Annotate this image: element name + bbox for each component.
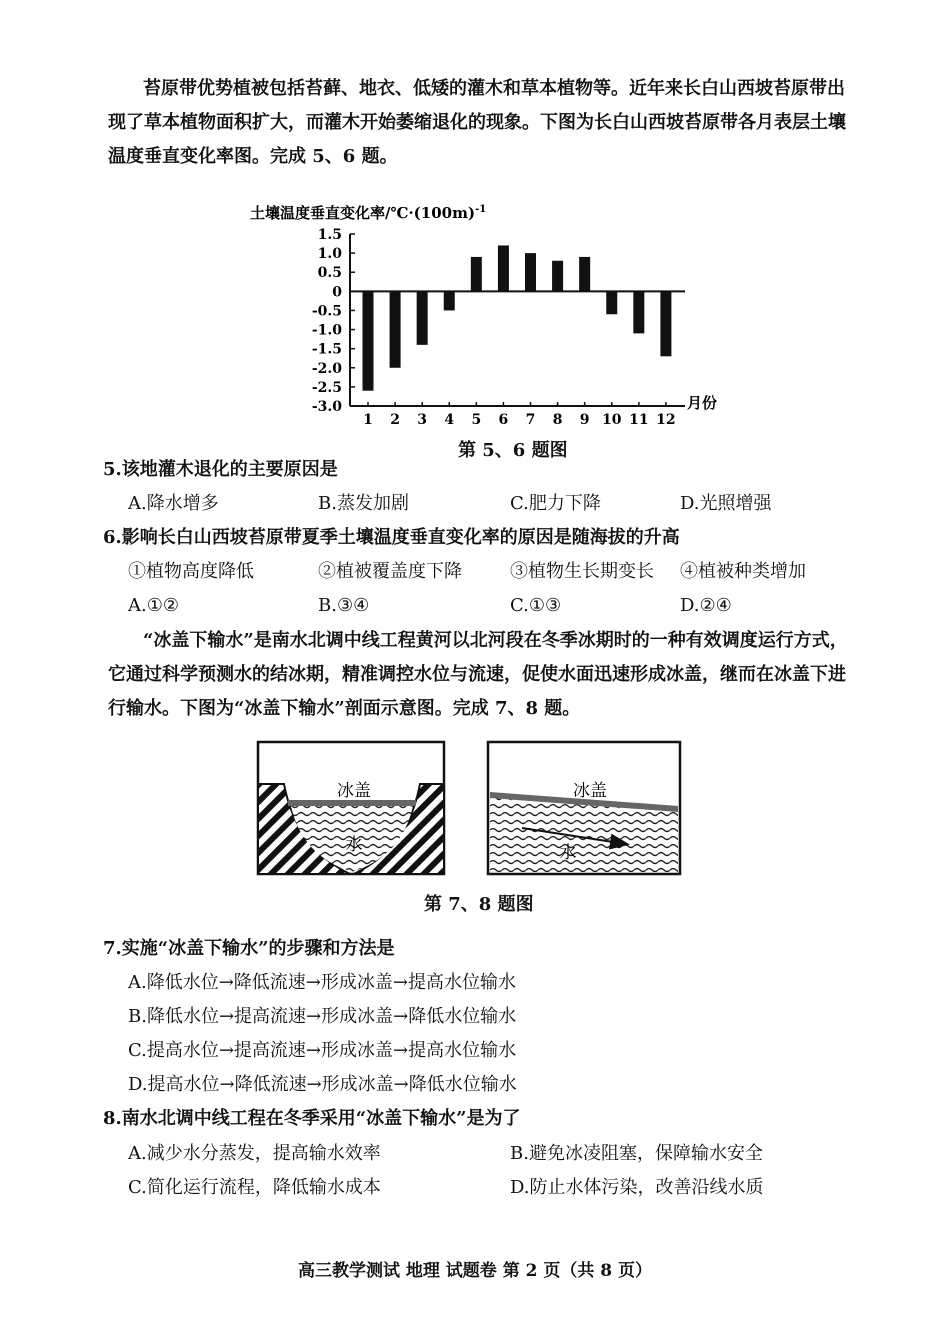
q7-stem: 7.实施“冰盖下输水”的步骤和方法是 bbox=[103, 938, 395, 959]
chart-ylabel bbox=[250, 204, 486, 222]
q5-stem: 5.该地灌木退化的主要原因是 bbox=[103, 459, 338, 480]
y-tick-label: 1.5 bbox=[317, 227, 342, 243]
bar-month-11 bbox=[633, 291, 644, 333]
x-tick-label: 6 bbox=[498, 412, 509, 426]
intro1-line-1: 苔原带优势植被包括苔藓、地衣、低矮的灌木和草本植物等。近年来长白山西坡苔原带出 bbox=[143, 78, 845, 99]
q5-option-b[interactable]: B.蒸发加剧 bbox=[318, 493, 409, 514]
chart-ylabel-main: 土壤温度垂直变化率/℃·(100m) bbox=[250, 204, 476, 222]
x-tick-label: 12 bbox=[656, 412, 676, 426]
q6-item-3: ③植物生长期变长 bbox=[510, 561, 654, 582]
chart-xlabel: 月份 bbox=[687, 394, 718, 412]
q6-item-4: ④植被种类增加 bbox=[680, 561, 806, 582]
soil-temp-rate-chart bbox=[240, 196, 740, 426]
bar-month-4 bbox=[444, 291, 455, 310]
fig2-caption: 第 7、8 题图 bbox=[424, 894, 534, 915]
y-tick-label: -2.5 bbox=[311, 379, 342, 396]
page-footer: 高三教学测试 地理 试题卷 第 2 页（共 8 页） bbox=[297, 1261, 653, 1281]
q6-item-1: ①植物高度降低 bbox=[128, 561, 254, 582]
q6-option-b[interactable]: B.③④ bbox=[318, 595, 370, 616]
q7-option-d[interactable]: D.提高水位→降低流速→形成冰盖→降低水位输水 bbox=[128, 1074, 517, 1095]
q6-option-c[interactable]: C.①③ bbox=[510, 595, 562, 616]
bar-month-8 bbox=[552, 261, 563, 292]
q6-option-a[interactable]: A.①② bbox=[128, 595, 179, 616]
chart-bars bbox=[363, 245, 672, 390]
intro2-line-3: 行输水。下图为“冰盖下输水”剖面示意图。完成 7、8 题。 bbox=[108, 698, 581, 719]
x-tick-label: 11 bbox=[629, 412, 649, 426]
q7-option-c[interactable]: C.提高水位→提高流速→形成冰盖→提高水位输水 bbox=[128, 1040, 517, 1061]
y-tick-label: -3.0 bbox=[311, 399, 342, 415]
bar-month-1 bbox=[363, 291, 374, 390]
chart-ylabel-sup: -1 bbox=[475, 204, 487, 215]
q5-option-d[interactable]: D.光照增强 bbox=[680, 493, 772, 514]
q5-option-a[interactable]: A.降水增多 bbox=[128, 493, 219, 514]
x-tick-label: 4 bbox=[444, 412, 455, 426]
ice-cover-diagram bbox=[250, 738, 690, 880]
q6-option-d[interactable]: D.②④ bbox=[680, 595, 732, 616]
bar-month-9 bbox=[579, 257, 590, 291]
x-tick-label: 10 bbox=[602, 412, 622, 426]
q8-option-a[interactable]: A.减少水分蒸发，提高输水效率 bbox=[128, 1143, 381, 1164]
q6-stem: 6.影响长白山西坡苔原带夏季土壤温度垂直变化率的原因是随海拔的升高 bbox=[103, 527, 680, 548]
y-tick-label: 1.0 bbox=[317, 246, 342, 263]
x-tick-label: 1 bbox=[363, 412, 373, 426]
bar-month-5 bbox=[471, 257, 482, 291]
y-tick-label: 0.5 bbox=[317, 265, 342, 282]
q7-option-a[interactable]: A.降低水位→降低流速→形成冰盖→提高水位输水 bbox=[128, 972, 516, 993]
bar-month-10 bbox=[606, 291, 617, 314]
bar-month-6 bbox=[498, 245, 509, 291]
y-tick-label: -2.0 bbox=[311, 360, 342, 377]
intro2-line-2: 它通过科学预测水的结冰期，精准调控水位与流速，促使水面迅速形成冰盖，继而在冰盖下进 bbox=[108, 664, 846, 685]
q8-option-d[interactable]: D.防止水体污染，改善沿线水质 bbox=[510, 1177, 764, 1198]
y-tick-label: -1.5 bbox=[311, 341, 342, 358]
y-tick-label: 0 bbox=[332, 284, 342, 301]
bar-month-7 bbox=[525, 253, 536, 291]
x-tick-label: 9 bbox=[579, 412, 590, 426]
longitudinal-panel bbox=[488, 742, 680, 874]
intro1-line-2: 现了草本植物面积扩大，而灌木开始萎缩退化的现象。下图为长白山西坡苔原带各月表层土壤 bbox=[108, 112, 846, 133]
left-ice-label: 冰盖 bbox=[337, 781, 371, 801]
q8-option-b[interactable]: B.避免冰凌阻塞，保障输水安全 bbox=[510, 1143, 763, 1164]
bar-month-3 bbox=[417, 291, 428, 345]
y-tick-label: -1.0 bbox=[311, 322, 342, 339]
right-water-label: 水 bbox=[559, 843, 577, 863]
q8-stem: 8.南水北调中线工程在冬季采用“冰盖下输水”是为了 bbox=[103, 1108, 521, 1129]
bar-month-2 bbox=[390, 291, 401, 367]
x-tick-label: 8 bbox=[552, 412, 563, 426]
q6-item-2: ②植被覆盖度下降 bbox=[318, 561, 462, 582]
x-tick-label: 2 bbox=[390, 412, 400, 426]
x-tick-label: 5 bbox=[471, 412, 482, 426]
intro2-line-1: “冰盖下输水”是南水北调中线工程黄河以北河段在冬季冰期时的一种有效调度运行方式， bbox=[143, 630, 848, 651]
bar-month-12 bbox=[660, 291, 671, 356]
q5-option-c[interactable]: C.肥力下降 bbox=[510, 493, 601, 514]
q7-option-b[interactable]: B.降低水位→提高流速→形成冰盖→降低水位输水 bbox=[128, 1006, 517, 1027]
right-ice-label: 冰盖 bbox=[573, 781, 607, 801]
cross-section-panel bbox=[258, 742, 444, 874]
fig1-caption: 第 5、6 题图 bbox=[458, 440, 568, 461]
y-tick-label: -0.5 bbox=[311, 303, 342, 320]
left-water-label: 水 bbox=[345, 835, 363, 855]
q8-option-c[interactable]: C.简化运行流程，降低输水成本 bbox=[128, 1177, 381, 1198]
intro1-line-3: 温度垂直变化率图。完成 5、6 题。 bbox=[108, 146, 398, 167]
chart-y-axis bbox=[312, 227, 355, 415]
x-tick-label: 7 bbox=[525, 412, 536, 426]
x-tick-label: 3 bbox=[417, 412, 428, 426]
